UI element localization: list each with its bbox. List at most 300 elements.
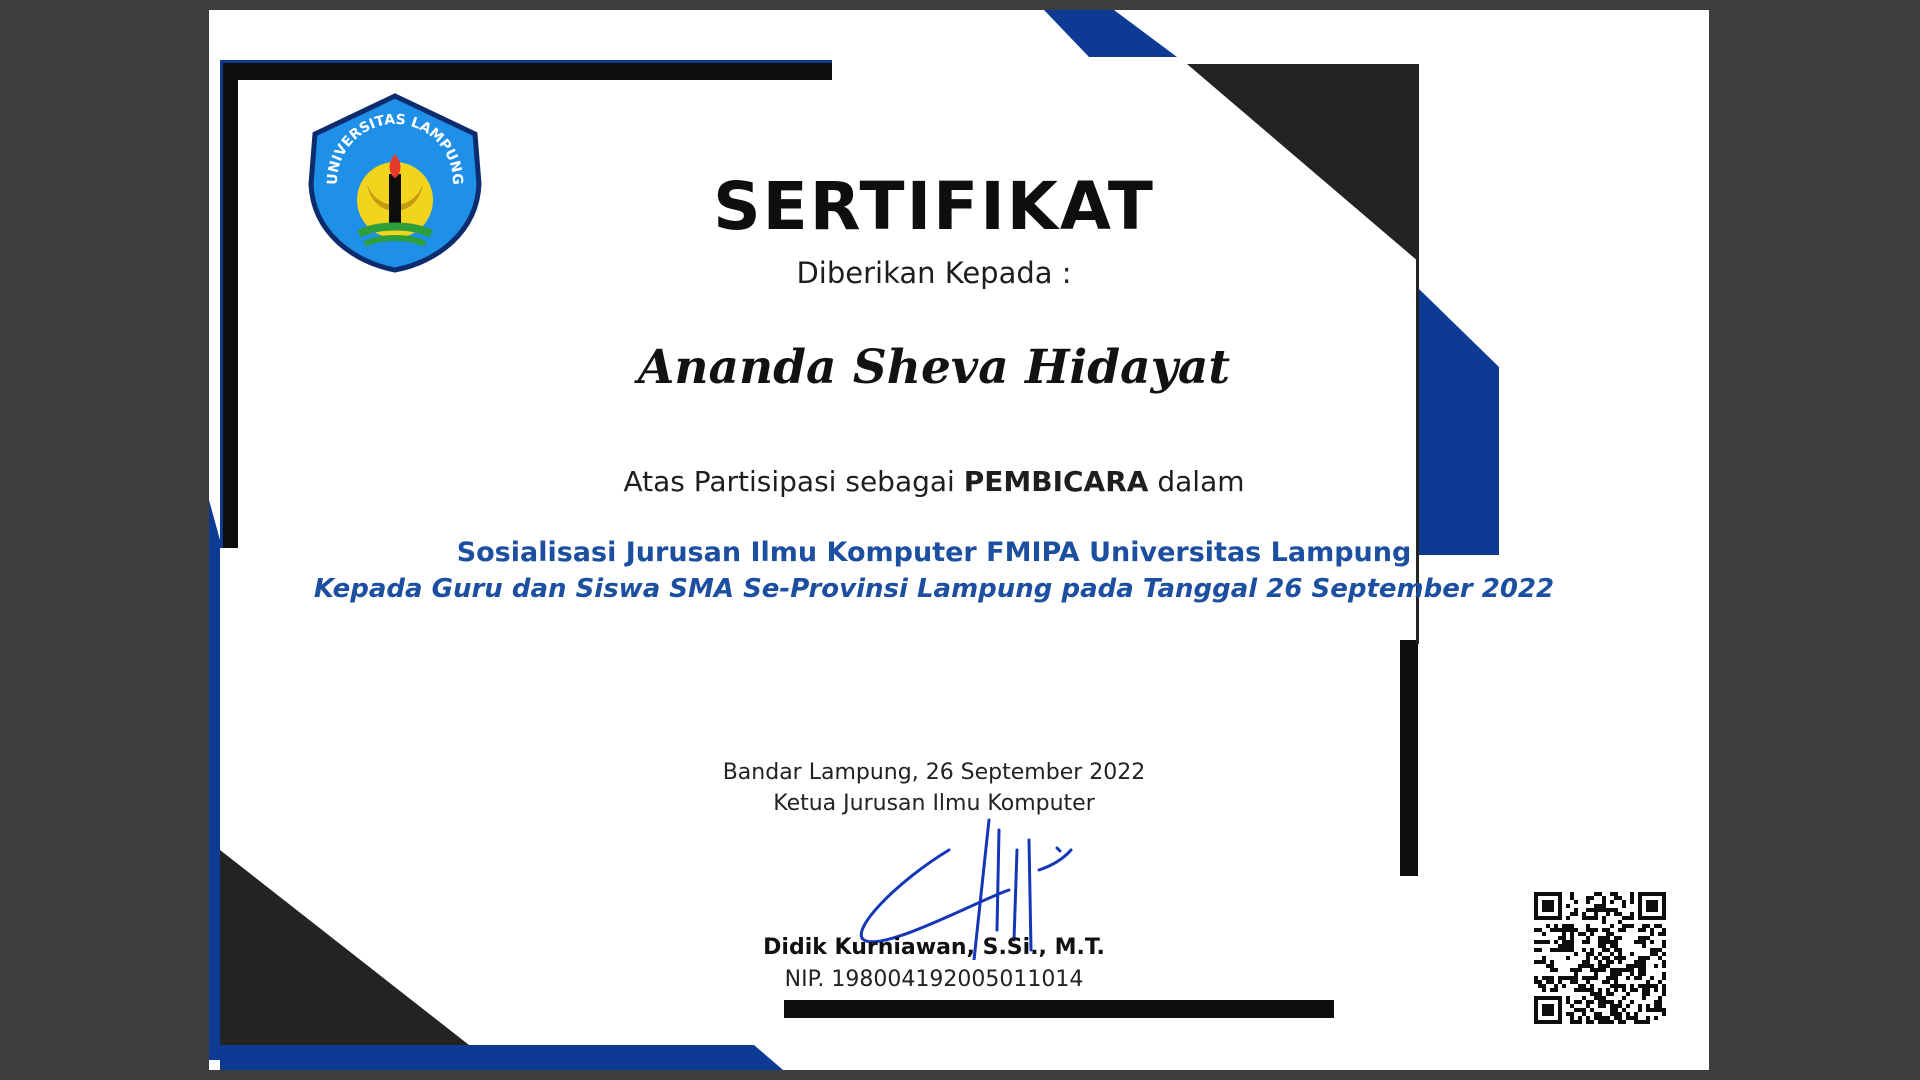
qr-module bbox=[1650, 984, 1654, 988]
qr-module bbox=[1562, 976, 1566, 980]
qr-module bbox=[1638, 1004, 1642, 1008]
qr-module bbox=[1606, 960, 1610, 964]
qr-module bbox=[1598, 1016, 1602, 1020]
top-left-bar bbox=[220, 62, 832, 80]
qr-module bbox=[1546, 976, 1550, 980]
qr-module bbox=[1570, 1020, 1574, 1024]
qr-module bbox=[1542, 984, 1546, 988]
qr-module bbox=[1626, 992, 1630, 996]
qr-module bbox=[1538, 928, 1542, 932]
qr-module bbox=[1594, 908, 1598, 912]
qr-module bbox=[1574, 928, 1578, 932]
qr-module bbox=[1586, 936, 1590, 940]
qr-module bbox=[1614, 976, 1618, 980]
qr-module bbox=[1606, 948, 1610, 952]
qr-module bbox=[1582, 988, 1586, 992]
qr-module bbox=[1658, 956, 1662, 960]
qr-module bbox=[1602, 1016, 1606, 1020]
qr-module bbox=[1586, 964, 1590, 968]
qr-module bbox=[1642, 956, 1646, 960]
qr-module bbox=[1654, 952, 1658, 956]
qr-module bbox=[1590, 968, 1594, 972]
qr-module bbox=[1562, 984, 1566, 988]
bottom-bar bbox=[784, 1000, 1334, 1018]
qr-module bbox=[1642, 936, 1646, 940]
qr-module bbox=[1598, 952, 1602, 956]
qr-module bbox=[1554, 948, 1558, 952]
qr-module bbox=[1606, 932, 1610, 936]
qr-module bbox=[1566, 944, 1570, 948]
qr-module bbox=[1654, 948, 1658, 952]
qr-module bbox=[1614, 892, 1618, 896]
qr-module bbox=[1550, 948, 1554, 952]
qr-module bbox=[1606, 936, 1610, 940]
qr-module bbox=[1618, 968, 1622, 972]
qr-module bbox=[1562, 940, 1566, 944]
qr-module bbox=[1662, 976, 1666, 980]
qr-module bbox=[1586, 924, 1590, 928]
qr-module bbox=[1554, 940, 1558, 944]
qr-module bbox=[1566, 928, 1570, 932]
qr-module bbox=[1598, 992, 1602, 996]
qr-module bbox=[1638, 972, 1642, 976]
signer-name: Didik Kurniawan, S.Si., M.T. bbox=[763, 935, 1105, 960]
qr-module bbox=[1542, 940, 1546, 944]
qr-module bbox=[1598, 968, 1602, 972]
qr-code-icon bbox=[1534, 892, 1666, 1024]
participation-line bbox=[209, 465, 1684, 498]
qr-module bbox=[1642, 1020, 1646, 1024]
qr-module bbox=[1558, 976, 1562, 980]
qr-module bbox=[1574, 1000, 1578, 1004]
qr-module bbox=[1622, 956, 1626, 960]
right-blue-wedge bbox=[1419, 289, 1499, 555]
qr-module bbox=[1622, 996, 1626, 1000]
qr-module bbox=[1662, 964, 1666, 968]
qr-module bbox=[1618, 972, 1622, 976]
qr-module bbox=[1618, 920, 1622, 924]
qr-module bbox=[1594, 968, 1598, 972]
qr-module bbox=[1654, 1000, 1658, 1004]
qr-module bbox=[1618, 896, 1622, 900]
qr-module bbox=[1602, 996, 1606, 1000]
qr-module bbox=[1622, 916, 1626, 920]
qr-module bbox=[1602, 948, 1606, 952]
qr-module bbox=[1586, 916, 1590, 920]
qr-module bbox=[1614, 940, 1618, 944]
qr-module bbox=[1610, 960, 1614, 964]
qr-module bbox=[1622, 904, 1626, 908]
qr-module bbox=[1650, 976, 1654, 980]
qr-module bbox=[1594, 976, 1598, 980]
qr-module bbox=[1586, 956, 1590, 960]
qr-module bbox=[1630, 952, 1634, 956]
qr-module bbox=[1646, 924, 1650, 928]
qr-module bbox=[1650, 952, 1654, 956]
qr-module bbox=[1570, 944, 1574, 948]
qr-module bbox=[1570, 928, 1574, 932]
qr-module bbox=[1618, 1004, 1622, 1008]
qr-module bbox=[1626, 968, 1630, 972]
qr-module bbox=[1626, 1016, 1630, 1020]
qr-module bbox=[1602, 944, 1606, 948]
qr-module bbox=[1606, 964, 1610, 968]
qr-module bbox=[1642, 984, 1646, 988]
qr-module bbox=[1606, 928, 1610, 932]
qr-module bbox=[1614, 968, 1618, 972]
qr-module bbox=[1590, 964, 1594, 968]
qr-module bbox=[1646, 1004, 1650, 1008]
qr-module bbox=[1614, 908, 1618, 912]
qr-module bbox=[1638, 928, 1642, 932]
qr-module bbox=[1574, 908, 1578, 912]
qr-module bbox=[1574, 968, 1578, 972]
qr-module bbox=[1534, 976, 1538, 980]
qr-module bbox=[1650, 928, 1654, 932]
qr-module bbox=[1662, 984, 1666, 988]
qr-module bbox=[1538, 940, 1542, 944]
qr-module bbox=[1642, 944, 1646, 948]
qr-module bbox=[1626, 1012, 1630, 1016]
qr-module bbox=[1590, 916, 1594, 920]
qr-module bbox=[1622, 988, 1626, 992]
qr-module bbox=[1614, 912, 1618, 916]
qr-module bbox=[1598, 988, 1602, 992]
qr-module bbox=[1586, 1020, 1590, 1024]
qr-module bbox=[1574, 1008, 1578, 1012]
qr-module bbox=[1558, 948, 1562, 952]
qr-module bbox=[1554, 928, 1558, 932]
qr-module bbox=[1614, 956, 1618, 960]
qr-module bbox=[1658, 1004, 1662, 1008]
qr-module bbox=[1574, 976, 1578, 980]
qr-module bbox=[1534, 960, 1538, 964]
qr-module bbox=[1662, 928, 1666, 932]
qr-module bbox=[1594, 956, 1598, 960]
qr-module bbox=[1614, 988, 1618, 992]
qr-module bbox=[1570, 892, 1574, 896]
qr-module bbox=[1550, 960, 1554, 964]
bottom-blue-strip bbox=[220, 1045, 783, 1070]
qr-module bbox=[1590, 1008, 1594, 1012]
qr-module bbox=[1634, 1016, 1638, 1020]
qr-module bbox=[1622, 1008, 1626, 1012]
qr-module bbox=[1578, 1016, 1582, 1020]
qr-module bbox=[1590, 992, 1594, 996]
qr-module bbox=[1562, 936, 1566, 940]
qr-module bbox=[1598, 1020, 1602, 1024]
qr-module bbox=[1662, 1012, 1666, 1016]
qr-module bbox=[1590, 1020, 1594, 1024]
qr-module bbox=[1618, 1020, 1622, 1024]
qr-module bbox=[1594, 916, 1598, 920]
qr-module bbox=[1654, 1016, 1658, 1020]
qr-module bbox=[1662, 992, 1666, 996]
qr-module bbox=[1654, 984, 1658, 988]
qr-module bbox=[1618, 956, 1622, 960]
qr-module bbox=[1586, 1004, 1590, 1008]
qr-module bbox=[1550, 928, 1554, 932]
qr-module bbox=[1642, 928, 1646, 932]
qr-module bbox=[1558, 936, 1562, 940]
qr-module bbox=[1606, 908, 1610, 912]
qr-module bbox=[1630, 964, 1634, 968]
qr-module bbox=[1602, 908, 1606, 912]
qr-module bbox=[1582, 1008, 1586, 1012]
qr-module bbox=[1554, 924, 1558, 928]
qr-module bbox=[1610, 908, 1614, 912]
qr-module bbox=[1646, 992, 1650, 996]
qr-module bbox=[1570, 940, 1574, 944]
signer-position: Ketua Jurusan Ilmu Komputer bbox=[773, 791, 1095, 816]
qr-module bbox=[1574, 980, 1578, 984]
qr-module bbox=[1638, 1020, 1642, 1024]
qr-module bbox=[1590, 948, 1594, 952]
qr-module bbox=[1618, 928, 1622, 932]
qr-module bbox=[1598, 1004, 1602, 1008]
qr-module bbox=[1610, 924, 1614, 928]
qr-module bbox=[1606, 912, 1610, 916]
qr-module bbox=[1662, 1008, 1666, 1012]
qr-module bbox=[1582, 916, 1586, 920]
qr-module bbox=[1570, 968, 1574, 972]
qr-module bbox=[1590, 976, 1594, 980]
qr-module bbox=[1570, 948, 1574, 952]
qr-module bbox=[1590, 952, 1594, 956]
qr-module bbox=[1598, 996, 1602, 1000]
qr-module bbox=[1606, 976, 1610, 980]
qr-module bbox=[1602, 1000, 1606, 1004]
qr-module bbox=[1642, 992, 1646, 996]
qr-module bbox=[1546, 940, 1550, 944]
qr-module bbox=[1594, 912, 1598, 916]
qr-module bbox=[1602, 936, 1606, 940]
qr-module bbox=[1578, 968, 1582, 972]
qr-module bbox=[1622, 928, 1626, 932]
qr-module bbox=[1538, 984, 1542, 988]
qr-module bbox=[1590, 896, 1594, 900]
qr-module bbox=[1614, 1004, 1618, 1008]
qr-module bbox=[1614, 1016, 1618, 1020]
qr-module bbox=[1574, 912, 1578, 916]
qr-module bbox=[1606, 980, 1610, 984]
qr-module bbox=[1554, 988, 1558, 992]
qr-module bbox=[1662, 940, 1666, 944]
qr-module bbox=[1602, 964, 1606, 968]
qr-module bbox=[1630, 900, 1634, 904]
qr-module bbox=[1586, 908, 1590, 912]
qr-module bbox=[1618, 912, 1622, 916]
qr-module bbox=[1566, 948, 1570, 952]
qr-module bbox=[1610, 976, 1614, 980]
qr-module bbox=[1542, 988, 1546, 992]
qr-module bbox=[1614, 984, 1618, 988]
qr-module bbox=[1618, 936, 1622, 940]
qr-module bbox=[1570, 1012, 1574, 1016]
qr-module bbox=[1542, 956, 1546, 960]
qr-module bbox=[1626, 964, 1630, 968]
qr-module bbox=[1642, 972, 1646, 976]
qr-module bbox=[1614, 936, 1618, 940]
qr-module bbox=[1598, 936, 1602, 940]
qr-module bbox=[1626, 976, 1630, 980]
qr-module bbox=[1566, 904, 1570, 908]
qr-module bbox=[1606, 992, 1610, 996]
role-suffix: dalam bbox=[1157, 465, 1245, 498]
qr-module bbox=[1534, 980, 1538, 984]
qr-module bbox=[1586, 900, 1590, 904]
qr-module bbox=[1542, 932, 1546, 936]
qr-module bbox=[1626, 916, 1630, 920]
qr-module bbox=[1570, 976, 1574, 980]
qr-module bbox=[1602, 980, 1606, 984]
qr-module bbox=[1598, 908, 1602, 912]
qr-module bbox=[1622, 1020, 1626, 1024]
qr-module bbox=[1614, 896, 1618, 900]
qr-module bbox=[1590, 932, 1594, 936]
qr-module bbox=[1662, 988, 1666, 992]
qr-module bbox=[1582, 948, 1586, 952]
qr-module bbox=[1594, 1012, 1598, 1016]
qr-module bbox=[1662, 960, 1666, 964]
qr-module bbox=[1566, 916, 1570, 920]
qr-module bbox=[1646, 984, 1650, 988]
qr-module bbox=[1634, 1012, 1638, 1016]
qr-module bbox=[1606, 940, 1610, 944]
qr-module bbox=[1630, 1000, 1634, 1004]
qr-module bbox=[1610, 972, 1614, 976]
qr-module bbox=[1602, 1020, 1606, 1024]
qr-module bbox=[1586, 960, 1590, 964]
qr-module bbox=[1646, 988, 1650, 992]
qr-module bbox=[1614, 980, 1618, 984]
qr-module bbox=[1538, 948, 1542, 952]
qr-module bbox=[1582, 996, 1586, 1000]
qr-module bbox=[1566, 924, 1570, 928]
qr-module bbox=[1598, 1012, 1602, 1016]
qr-module bbox=[1570, 1016, 1574, 1020]
qr-module bbox=[1546, 964, 1550, 968]
qr-module bbox=[1582, 1012, 1586, 1016]
qr-module bbox=[1662, 944, 1666, 948]
qr-module bbox=[1646, 980, 1650, 984]
qr-module bbox=[1630, 896, 1634, 900]
qr-module bbox=[1578, 1020, 1582, 1024]
qr-module bbox=[1630, 916, 1634, 920]
qr-module bbox=[1566, 976, 1570, 980]
signer-nip: NIP. 198004192005011014 bbox=[784, 967, 1084, 992]
qr-module bbox=[1582, 940, 1586, 944]
qr-module bbox=[1638, 956, 1642, 960]
qr-module bbox=[1610, 944, 1614, 948]
qr-module bbox=[1642, 988, 1646, 992]
certificate-page bbox=[209, 10, 1709, 1070]
qr-module bbox=[1582, 984, 1586, 988]
qr-module bbox=[1586, 1016, 1590, 1020]
qr-module bbox=[1542, 976, 1546, 980]
qr-module bbox=[1558, 944, 1562, 948]
qr-module bbox=[1606, 956, 1610, 960]
qr-module bbox=[1550, 976, 1554, 980]
qr-module bbox=[1602, 916, 1606, 920]
qr-module bbox=[1594, 892, 1598, 896]
qr-module bbox=[1610, 968, 1614, 972]
qr-module bbox=[1582, 964, 1586, 968]
qr-module bbox=[1534, 948, 1538, 952]
qr-module bbox=[1650, 940, 1654, 944]
qr-module bbox=[1642, 968, 1646, 972]
qr-module bbox=[1578, 964, 1582, 968]
qr-module bbox=[1586, 928, 1590, 932]
qr-module bbox=[1590, 988, 1594, 992]
certificate-subtitle: Diberikan Kepada : bbox=[796, 256, 1072, 290]
qr-module bbox=[1630, 912, 1634, 916]
qr-module bbox=[1638, 1008, 1642, 1012]
qr-module bbox=[1642, 924, 1646, 928]
qr-module bbox=[1566, 1012, 1570, 1016]
qr-module bbox=[1602, 920, 1606, 924]
qr-module bbox=[1586, 988, 1590, 992]
qr-module bbox=[1650, 932, 1654, 936]
qr-module bbox=[1598, 944, 1602, 948]
qr-module bbox=[1658, 1000, 1662, 1004]
qr-module bbox=[1550, 988, 1554, 992]
qr-module bbox=[1570, 1004, 1574, 1008]
qr-module bbox=[1538, 960, 1542, 964]
role-prefix: Atas Partisipasi sebagai bbox=[623, 465, 955, 498]
qr-module bbox=[1562, 924, 1566, 928]
qr-module bbox=[1602, 896, 1606, 900]
qr-module bbox=[1610, 1004, 1614, 1008]
qr-module bbox=[1622, 984, 1626, 988]
event-title: Sosialisasi Jurusan Ilmu Komputer FMIPA Universitas Lampung bbox=[456, 537, 1412, 568]
qr-module bbox=[1626, 1004, 1630, 1008]
qr-module bbox=[1578, 932, 1582, 936]
qr-module bbox=[1550, 980, 1554, 984]
qr-module bbox=[1634, 964, 1638, 968]
qr-module bbox=[1618, 952, 1622, 956]
qr-module bbox=[1602, 968, 1606, 972]
qr-module bbox=[1610, 1000, 1614, 1004]
qr-module bbox=[1610, 892, 1614, 896]
qr-module bbox=[1586, 940, 1590, 944]
top-left-blue-line bbox=[220, 60, 832, 63]
qr-module bbox=[1614, 948, 1618, 952]
qr-module bbox=[1570, 980, 1574, 984]
qr-module bbox=[1638, 976, 1642, 980]
qr-module bbox=[1618, 948, 1622, 952]
qr-module bbox=[1606, 1016, 1610, 1020]
qr-module bbox=[1558, 980, 1562, 984]
qr-module bbox=[1634, 960, 1638, 964]
qr-module bbox=[1606, 988, 1610, 992]
qr-module bbox=[1570, 932, 1574, 936]
qr-module bbox=[1534, 928, 1538, 932]
qr-module bbox=[1562, 944, 1566, 948]
qr-module bbox=[1658, 948, 1662, 952]
qr-module bbox=[1598, 960, 1602, 964]
qr-module bbox=[1578, 1000, 1582, 1004]
qr-module bbox=[1566, 1000, 1570, 1004]
qr-module bbox=[1594, 904, 1598, 908]
qr-module bbox=[1634, 1020, 1638, 1024]
qr-module bbox=[1654, 1004, 1658, 1008]
qr-module bbox=[1598, 904, 1602, 908]
qr-module bbox=[1646, 956, 1650, 960]
qr-module bbox=[1658, 932, 1662, 936]
qr-module bbox=[1618, 1012, 1622, 1016]
qr-module bbox=[1614, 1008, 1618, 1012]
